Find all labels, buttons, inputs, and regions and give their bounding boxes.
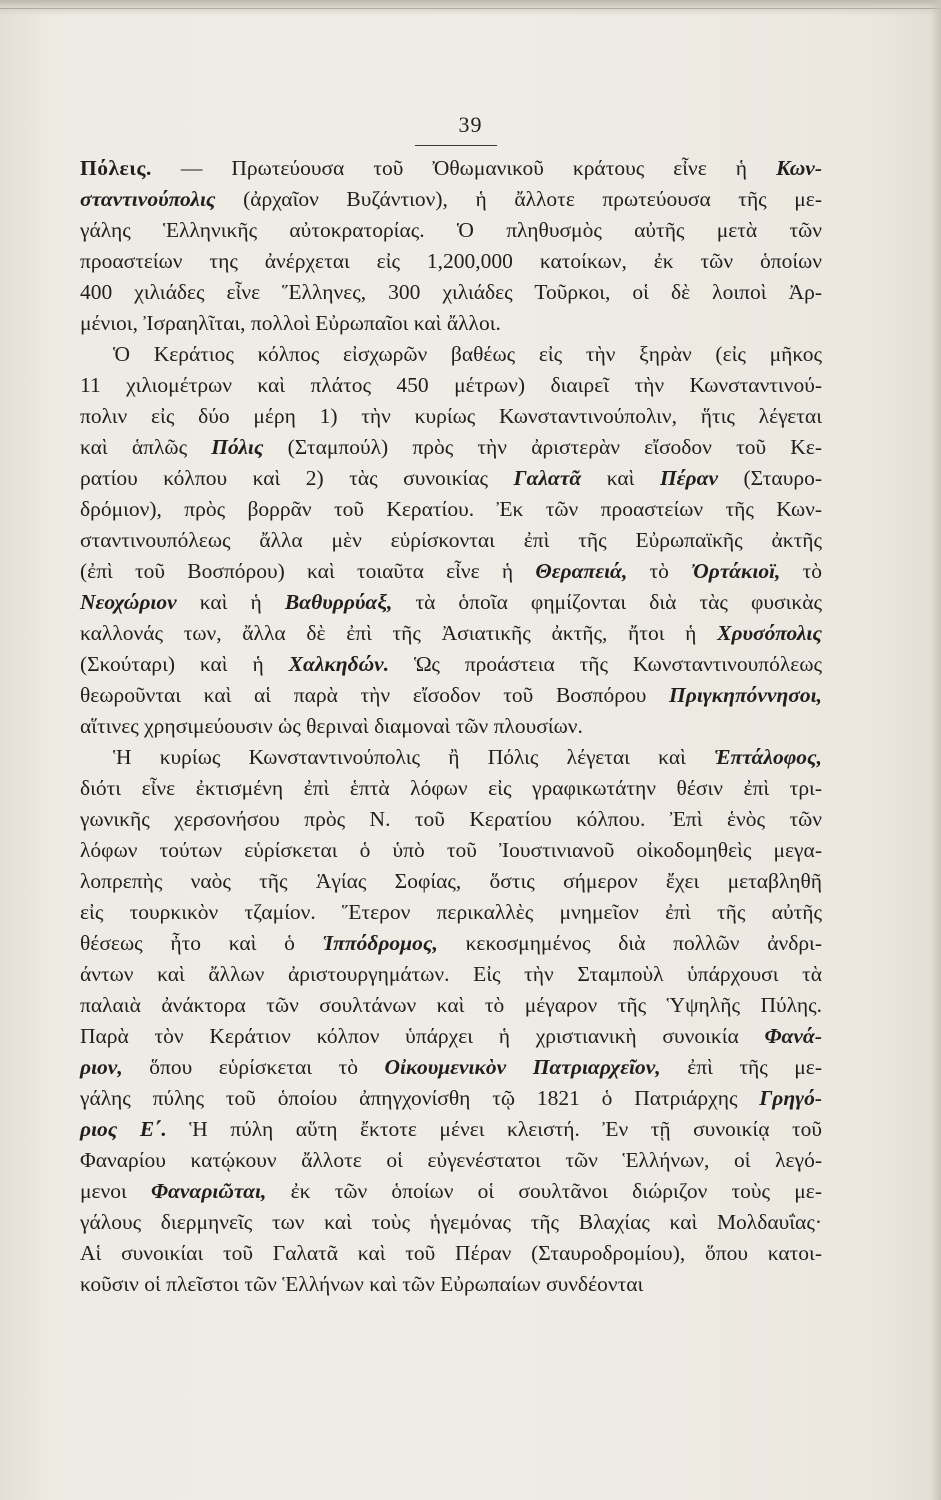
- text-line: [80, 401, 822, 432]
- text-line: [80, 184, 822, 215]
- page-top-shadow-line: [0, 8, 941, 9]
- text-line: [80, 959, 822, 990]
- emphasized-term: ριον,: [80, 1055, 123, 1079]
- text-run: ἐκ τῶν ὁποίων οἱ σουλτᾶνοι διώριζον τοὺς με-: [266, 1179, 822, 1203]
- text-run: καὶ: [581, 466, 660, 490]
- text-run: (ἀρχαῖον Βυζάντιον), ἡ ἄλλοτε πρωτεύουσα τῆς με-: [215, 187, 822, 211]
- text-line: [80, 153, 822, 184]
- text-run: καὶ ἁπλῶς: [80, 435, 212, 459]
- text-line: [80, 556, 822, 587]
- text-run: καλλονάς των, ἄλλα δὲ ἐπὶ τῆς Ἀσιατικῆς ἀκτῆς, ἤτοι ἡ: [80, 621, 718, 645]
- text-run: γάλης πύλης τοῦ ὁποίου ἀπηγχονίσθη τῷ 1821 ὁ Πατριάρχης: [80, 1086, 760, 1110]
- text-line: [80, 1021, 822, 1052]
- text-line: [80, 618, 822, 649]
- text-run: δρόμιον), πρὸς βορρᾶν τοῦ Κερατίου. Ἐκ τῶν προαστείων τῆς Κων-: [80, 497, 822, 521]
- emphasized-term: Ἱππόδρομος,: [322, 931, 438, 955]
- emphasized-term: Φανά-: [764, 1024, 822, 1048]
- emphasized-term: σταντινούπολις: [80, 187, 216, 211]
- text-run: ρατίου κόλπου καὶ 2) τὰς συνοικίας: [80, 466, 514, 490]
- emphasized-term: ριος Ε΄.: [80, 1117, 167, 1141]
- text-line: [80, 680, 822, 711]
- page-number-underline: [415, 145, 497, 146]
- text-run: γάλης Ἑλληνικῆς αὐτοκρατορίας. Ὁ πληθυσμὸς αὐτῆς μετὰ τῶν: [80, 218, 822, 242]
- text-line: [80, 277, 822, 308]
- emphasized-term: Θεραπειά,: [535, 559, 628, 583]
- emphasized-term: Κων-: [776, 156, 822, 180]
- emphasized-term: Χαλκηδών.: [288, 652, 390, 676]
- text-run: προαστείων της ἀνέρχεται εἰς 1,200,000 κατοίκων, ἐκ τῶν ὁποίων: [80, 249, 822, 273]
- text-line: [80, 1114, 822, 1145]
- text-line: [80, 339, 822, 370]
- text-run: Ὡς προάστεια τῆς Κωνσταντινουπόλεως: [389, 652, 822, 676]
- text-line: [80, 1145, 822, 1176]
- emphasized-term: Νεοχώριον: [80, 590, 177, 614]
- text-run: τὰ ὁποῖα φημίζονται διὰ τὰς φυσικὰς: [392, 590, 822, 614]
- text-run: θέσεως ἦτο καὶ ὁ: [80, 931, 323, 955]
- text-line: [80, 1083, 822, 1114]
- text-line: [80, 773, 822, 804]
- text-run: ὅπου εὑρίσκεται τὸ: [122, 1055, 385, 1079]
- text-line: [80, 1238, 822, 1269]
- text-line: [80, 308, 822, 339]
- text-run: Ὁ Κεράτιος κόλπος εἰσχωρῶν βαθέως εἰς τὴν ξηρὰν (εἰς μῆκος: [113, 342, 822, 366]
- text-line: [80, 804, 822, 835]
- text-run: 11 χιλιομέτρων καὶ πλάτος 450 μέτρων) διαιρεῖ τὴν Κωνσταντινού-: [80, 373, 822, 397]
- text-run: Αἱ συνοικίαι τοῦ Γαλατᾶ καὶ τοῦ Πέραν (Σταυροδρομίου), ὅπου κατοι-: [80, 1241, 822, 1265]
- text-line: [80, 897, 822, 928]
- page-number: 39: [458, 112, 483, 137]
- text-run: (ἐπὶ τοῦ Βοσπόρου) καὶ τοιαῦτα εἶνε ἡ: [80, 559, 536, 583]
- text-line: [80, 742, 822, 773]
- text-run: Φαναρίου κατῴκουν ἄλλοτε οἱ εὐγενέστατοι τῶν Ἑλλήνων, οἱ λεγό-: [80, 1148, 822, 1172]
- text-line: [80, 1207, 822, 1238]
- text-run: Παρὰ τὸν Κεράτιον κόλπον ὑπάρχει ἡ χριστιανικὴ συνοικία: [80, 1024, 765, 1048]
- text-run: άντων καὶ ἄλλων ἀριστουργημάτων. Εἰς τὴν Σταμποὺλ ὑπάρχουσι τὰ: [80, 962, 822, 986]
- emphasized-term: Γαλατᾶ: [513, 466, 582, 490]
- text-run: 400 χιλιάδες εἶνε Ἕλληνες, 300 χιλιάδες Τοῦρκοι, οἱ δὲ λοιποὶ Ἀρ-: [80, 280, 822, 304]
- text-run: τὸ: [780, 559, 823, 583]
- text-run: αἵτινες χρησιμεύουσιν ὡς θεριναὶ διαμοναὶ τῶν πλουσίων.: [80, 714, 583, 738]
- text-line: [80, 649, 822, 680]
- text-run: θεωροῦνται καὶ αἱ παρὰ τὴν εἴσοδον τοῦ Βοσπόρου: [80, 683, 670, 707]
- text-run: σταντινουπόλεως ἄλλα μὲν εὑρίσκονται ἐπὶ τῆς Εὐρωπαϊκῆς ἀκτῆς: [80, 528, 822, 552]
- text-run: μένιοι, Ἰσραηλῖται, πολλοὶ Εὐρωπαῖοι καὶ ἄλλοι.: [80, 311, 501, 335]
- text-line: [80, 990, 822, 1021]
- text-run: γωνικῆς χερσονήσου πρὸς Ν. τοῦ Κερατίου κόλπου. Ἐπὶ ἑνὸς τῶν: [80, 807, 822, 831]
- emphasized-term: Πέραν: [659, 466, 719, 490]
- text-line: [80, 370, 822, 401]
- section-heading: Πόλεις.: [80, 156, 152, 180]
- text-run: κεκοσμημένος διὰ πολλῶν ἀνδρι-: [437, 931, 822, 955]
- text-line: [80, 494, 822, 525]
- text-line: [80, 866, 822, 897]
- text-run: γάλους διερμηνεῖς των καὶ τοὺς ἡγεμόνας τῆς Βλαχίας καὶ Μολδαυΐας·: [80, 1210, 822, 1234]
- text-run: καὶ ἡ: [176, 590, 285, 614]
- emphasized-term: Φαναριῶται,: [151, 1179, 267, 1203]
- text-line: [80, 246, 822, 277]
- emphasized-term: Πριγκηπόννησοι,: [669, 683, 822, 707]
- emphasized-term: Οἰκουμενικὸν Πατριαρχεῖον,: [384, 1055, 661, 1079]
- text-line: [80, 525, 822, 556]
- text-run: (Σκούταρι) καὶ ἡ: [80, 652, 289, 676]
- emphasized-term: Ἑπτάλοφος,: [714, 745, 822, 769]
- text-run: λόφων τούτων εὑρίσκεται ὁ ὑπὸ τοῦ Ἰουστινιανοῦ οἰκοδομηθεὶς μεγα-: [80, 838, 822, 862]
- text-line: [80, 463, 822, 494]
- text-run: εἰς τουρκικὸν τζαμίον. Ἕτερον περικαλλὲς μνημεῖον ἐπὶ τῆς αὐτῆς: [80, 900, 822, 924]
- text-line: [80, 1269, 822, 1300]
- text-run: Ἡ πύλη αὕτη ἔκτοτε μένει κλειστή. Ἐν τῇ συνοικίᾳ τοῦ: [166, 1117, 822, 1141]
- text-run: τὸ: [627, 559, 692, 583]
- emphasized-term: Βαθυρρύαξ,: [284, 590, 393, 614]
- text-run: ἐπὶ τῆς με-: [660, 1055, 822, 1079]
- text-line: [80, 835, 822, 866]
- text-run: Ἡ κυρίως Κωνσταντινούπολις ἢ Πόλις λέγεται καὶ: [113, 745, 715, 769]
- text-run: — Πρωτεύουσα τοῦ Ὀθωμανικοῦ κράτους εἶνε ἡ: [151, 156, 777, 180]
- text-run: πολιν εἰς δύο μέρη 1) τὴν κυρίως Κωνσταντινούπολιν, ἥτις λέγεται: [80, 404, 822, 428]
- emphasized-term: Ὀρτάκιοϊ,: [691, 559, 781, 583]
- text-run: διότι εἶνε ἐκτισμένη ἐπὶ ἑπτὰ λόφων εἰς γραφικωτάτην θέσιν ἐπὶ τρι-: [80, 776, 822, 800]
- text-run: (Σταυρο-: [718, 466, 822, 490]
- emphasized-term: Χρυσόπολις: [717, 621, 822, 645]
- text-run: λοπρεπὴς ναὸς τῆς Ἁγίας Σοφίας, ὅστις σήμερον ἔχει μεταβληθῆ: [80, 869, 822, 893]
- text-line: [80, 1052, 822, 1083]
- text-line: [80, 1176, 822, 1207]
- text-run: (Σταμπούλ) πρὸς τὴν ἀριστερὰν εἴσοδον τοῦ Κε-: [263, 435, 823, 459]
- emphasized-term: Πόλις: [211, 435, 264, 459]
- body-text: [80, 153, 822, 1300]
- text-run: παλαιὰ ἀνάκτορα τῶν σουλτάνων καὶ τὸ μέγαρον τῆς Ὑψηλῆς Πύλης.: [80, 993, 822, 1017]
- text-line: [80, 432, 822, 463]
- emphasized-term: Γρηγό-: [759, 1086, 822, 1110]
- page-right-edge: [931, 0, 941, 1500]
- text-line: [80, 215, 822, 246]
- text-run: μενοι: [80, 1179, 152, 1203]
- text-run: κοῦσιν οἱ πλεῖστοι τῶν Ἑλλήνων καὶ τῶν Εὐρωπαίων συνδέονται: [80, 1272, 644, 1296]
- text-line: [80, 711, 822, 742]
- text-line: [80, 928, 822, 959]
- text-line: [80, 587, 822, 618]
